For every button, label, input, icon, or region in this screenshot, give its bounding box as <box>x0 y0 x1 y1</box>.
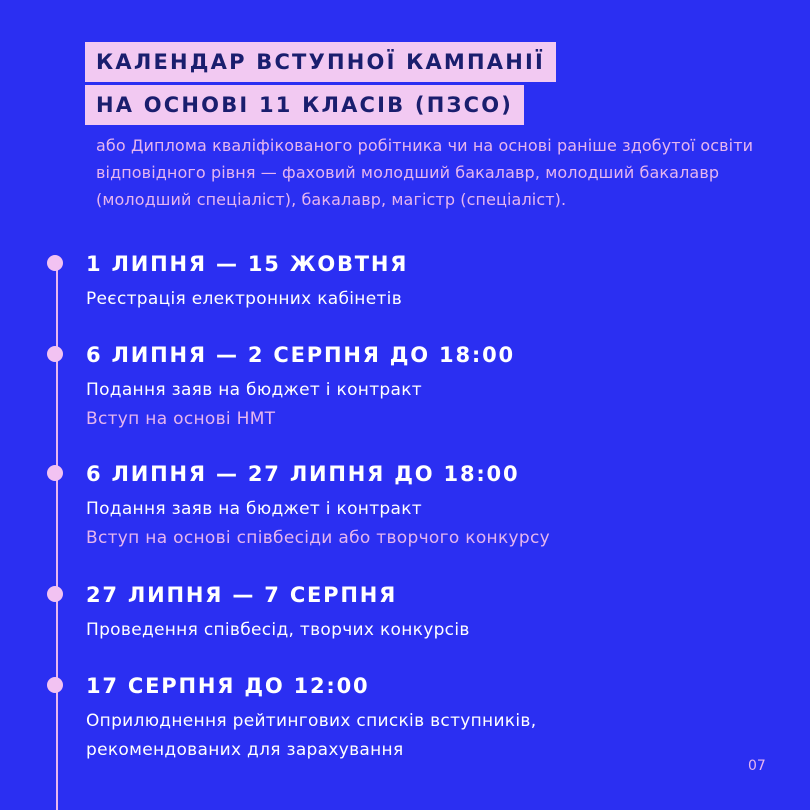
event-date: 6 ЛИПНЯ — 2 СЕРПНЯ ДО 18:00 <box>86 343 515 367</box>
timeline-event-4 <box>86 582 786 645</box>
event-description: Проведення співбесід, творчих конкурсів <box>86 620 470 640</box>
timeline-event-3 <box>86 461 786 553</box>
event-description: Подання заяв на бюджет і контракт <box>86 499 422 519</box>
timeline-event-5 <box>86 673 786 765</box>
timeline-dot <box>47 255 63 271</box>
title-line-2: НА ОСНОВІ 11 КЛАСІВ (ПЗСО) <box>85 85 524 125</box>
page-number: 07 <box>748 758 766 774</box>
event-description: Подання заяв на бюджет і контракт <box>86 380 422 400</box>
event-date: 27 ЛИПНЯ — 7 СЕРПНЯ <box>86 583 398 607</box>
timeline-line <box>56 262 58 810</box>
subtitle: або Диплома кваліфікованого робітника чи на основі раніше здобутої освіти відповідного рівня — фаховий молодший бакалавр, молодший бакалавр (молодший спеціаліст), бакалавр, магістр (спеціаліст). <box>96 136 754 209</box>
event-note: Вступ на основі НМТ <box>86 409 276 429</box>
event-date: 6 ЛИПНЯ — 27 ЛИПНЯ ДО 18:00 <box>86 462 520 486</box>
event-description: Оприлюднення рейтингових списків вступників, <box>86 711 537 731</box>
timeline-event-2 <box>86 342 786 434</box>
title-line-1: КАЛЕНДАР ВСТУПНОЇ КАМПАНІЇ <box>85 42 556 82</box>
title-block <box>85 42 556 128</box>
timeline-dot <box>47 346 63 362</box>
event-description-continued: рекомендованих для зарахування <box>86 740 404 760</box>
event-date: 1 ЛИПНЯ — 15 ЖОВТНЯ <box>86 252 409 276</box>
timeline-dot <box>47 465 63 481</box>
timeline-dot <box>47 586 63 602</box>
event-description: Реєстрація електронних кабінетів <box>86 289 403 309</box>
event-note: Вступ на основі співбесіди або творчого конкурсу <box>86 528 550 548</box>
timeline-event-1 <box>86 251 786 314</box>
event-date: 17 СЕРПНЯ ДО 12:00 <box>86 674 370 698</box>
timeline-dot <box>47 677 63 693</box>
